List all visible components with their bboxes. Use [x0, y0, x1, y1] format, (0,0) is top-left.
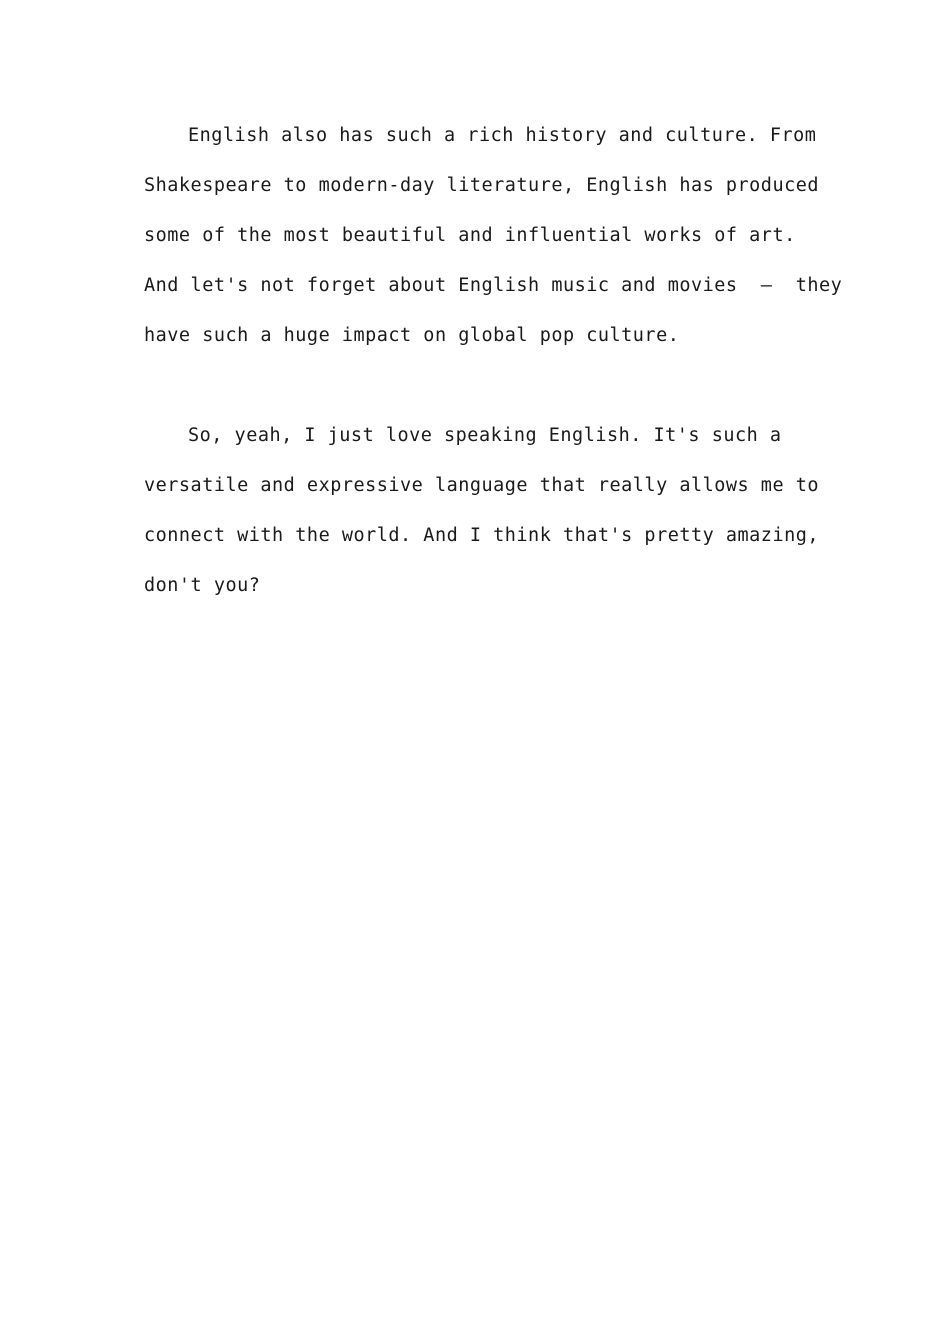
paragraph-spacer — [144, 361, 824, 411]
paragraph-line: English also has such a rich history and culture. From — [188, 125, 817, 146]
paragraph — [144, 411, 824, 611]
paragraph-line: connect with the world. And I think that's pretty amazing, — [144, 525, 820, 546]
paragraph-line: Shakespeare to modern-day literature, English has produced — [144, 175, 820, 196]
paragraph-line: have such a huge impact on global pop culture. — [144, 325, 680, 346]
paragraph-line: versatile and expressive language that really allows me to — [144, 475, 820, 496]
document-body — [144, 111, 843, 611]
paragraph-line: don't you? — [144, 575, 261, 596]
paragraph-line: And let's not forget about English music and movies – they — [144, 275, 843, 296]
paragraph — [144, 111, 843, 361]
paragraph-line: some of the most beautiful and influential works of art. — [144, 225, 796, 246]
paragraph-line: So, yeah, I just love speaking English. It's such a — [188, 425, 782, 446]
